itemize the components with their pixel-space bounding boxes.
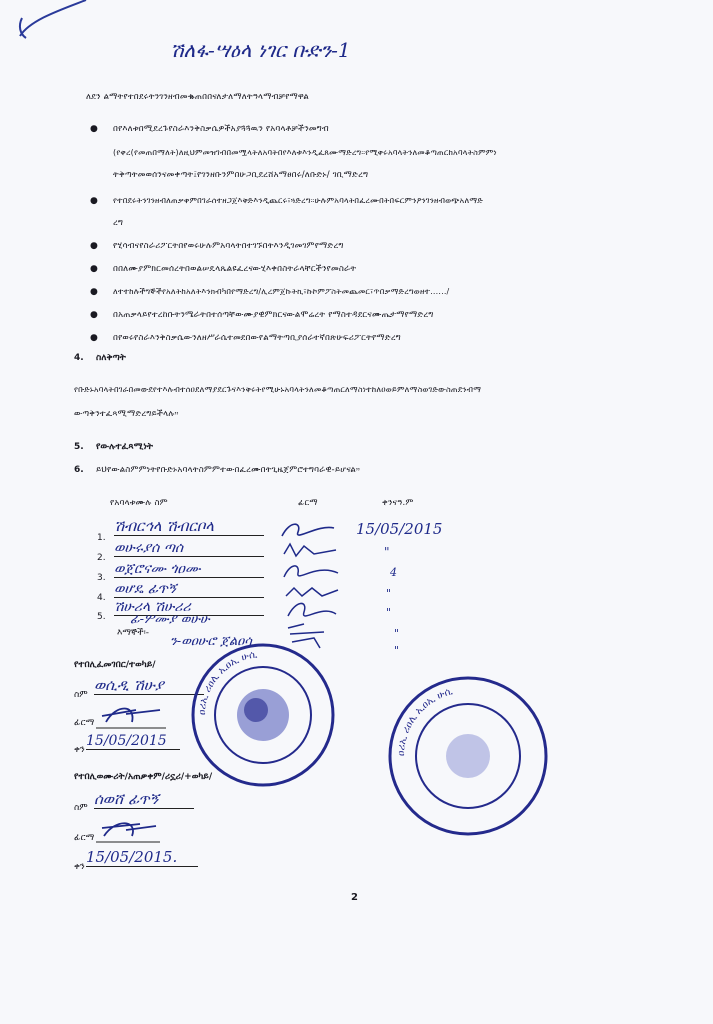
- official-stamp: [188, 640, 338, 790]
- section-text: ይህየውልስምምነትየቡድኑአባላትስምምተውበፈረሙበትጊዜጀምሮተግባራዊ-ይሆናል።: [96, 465, 361, 475]
- row-number: 1.: [97, 533, 106, 543]
- row-number: 3.: [97, 573, 106, 583]
- bullet-mark: ●: [90, 124, 98, 134]
- witness-label: እማኞች፡-: [117, 628, 150, 638]
- bullet-text: (የቀረ(የመጠበማለት)ለዚህምመዝገብበመሟላትለአባትበየእለቱእንዲፈጸሙማድረግ።የሚቀሩአባላትንለመቆጣጠርከአባላትስምምነ: [113, 148, 497, 157]
- bullet-text: ትቅጣትመወሰንናመቀጣት፤የገንዘቡንምበሁጋቢደረሸአማፀበሩ/ለቡድኑ/ ገቢማድረግ: [113, 170, 369, 180]
- row-number: 5.: [97, 612, 106, 622]
- bullet-mark: ●: [90, 310, 98, 320]
- handwritten-title: ሽለፋ-ሣዕላ ነገር ቡድን-1: [170, 38, 351, 62]
- member-name: ሽብርኅላ ሽብርቦላ: [114, 517, 264, 536]
- pen-mark: [0, 0, 90, 45]
- page-number: 2: [351, 892, 358, 903]
- signature-mark: [278, 518, 338, 540]
- column-header-signature: ፊርማ: [298, 498, 318, 508]
- section-number: 6.: [74, 465, 84, 475]
- bullet-text: ረግ: [113, 218, 124, 228]
- column-header-name: የአባላቱሙሉ ስም: [110, 498, 168, 508]
- section-title: የውሉተፈጻሚነት: [96, 442, 153, 452]
- stamp-text: ዐሪኢ ሪዐሊ ኢዐኢ ሁሲ: [395, 685, 454, 757]
- column-header-date: ቀንናዓ.ም: [382, 498, 414, 508]
- signature-label: ፊርማ: [74, 718, 95, 728]
- section-number: 5.: [74, 442, 84, 452]
- bullet-text: በአጠቃላይየተረከቡትንሜራትበተሰጣቸውሙያዊምክርናውልሞሬረት የማስተዳደርናሙጤታማየማድረግ: [113, 310, 434, 320]
- signature-mark: [96, 814, 160, 844]
- bullet-text: የተበደሩትንገንዘብለጠቃቀምበገራሰተዘጋጀእቅድእንዲጨርሩ፣ጓድረግ።ሁሉምአባላትበፈረሙበትበፍርምንዖንገንዘብወጭአለማድ: [113, 196, 483, 205]
- date-label: ቀን: [74, 745, 85, 755]
- section-title: ስለቅጣት: [96, 353, 126, 363]
- bullet-mark: ●: [90, 333, 98, 343]
- bullet-text: በበለሙያምክርመሰረትበወልሠዴላጼልዩፈረናውሂእቀበስትራላቸርችንየመስራት: [113, 264, 357, 274]
- signature-label: ፊርማ: [74, 833, 95, 843]
- signatory-date: 15/05/2015: [86, 733, 180, 750]
- signature-mark: [280, 540, 340, 560]
- member-name: ወሁሩያሰ ጣሰ: [114, 540, 264, 557]
- signatory-date: 15/05/2015.: [86, 848, 198, 867]
- date-value: ": [386, 587, 392, 600]
- date-value: ": [394, 627, 400, 640]
- date-value: ": [394, 644, 400, 657]
- bullet-mark: ●: [90, 196, 98, 206]
- section-text: የቡድኑአባላትበገራበመውደየተእሉብተሰዐደለማያደርጉናእንቅሩትየሚሁኑአባላትንለመቆጣጠርለማስነተከለዐወይምለማስወገድውስጠደንብማ: [74, 385, 482, 394]
- row-number: 4.: [97, 593, 106, 603]
- signatory-name: ወሲዲ ሽሁያ: [94, 676, 204, 695]
- witness-name: ፊ-ሦሙያ ወሁሁ: [130, 612, 210, 627]
- stamp-text: ዐሪኢ ሪዐሊ ኢዐኢ ሁሲ: [196, 649, 258, 716]
- bullet-text: የሂሳብናየስራሪፖርትበየወሩሁሉምአባላትበተገኙበትእንዲገመገምየማድረግ: [113, 241, 344, 251]
- name-label: ስም: [74, 803, 88, 813]
- member-name: ወሆዴ ፊጥኝ: [114, 581, 264, 598]
- witness-name: ን-ወዐሁሮ ጀልዐሳ: [170, 634, 252, 649]
- bullet-text: በየወሩየስራእንቅስቃሴውንለዘሥራሴተመደበውየልማትጣቢያሰራተኛበጽሁፍሪፖርትየማድረግ: [113, 333, 401, 343]
- bullet-mark: ●: [90, 241, 98, 251]
- bullet-mark: ●: [90, 287, 98, 297]
- date-value: 4: [390, 566, 397, 579]
- row-number: 2.: [97, 553, 106, 563]
- member-name: ወጀሮናሙ ጎዐሙ: [114, 561, 264, 578]
- date-value: ": [386, 606, 392, 619]
- name-label: ስም: [74, 690, 88, 700]
- member-name: ሽሁሪላ ሽሁሪሪ: [114, 599, 264, 616]
- signature-mark: [96, 700, 166, 730]
- signature-mark: [280, 561, 342, 581]
- date-value: 15/05/2015: [356, 520, 443, 538]
- date-label: ቀን: [74, 862, 85, 872]
- signature-mark: [282, 600, 342, 620]
- bullet-text: ለተተከሉችግኞችየአለትከአለትእንክብካበየማድረግ/ሊረምጀኩትኪ፣ኩኮምፖስትመጨመር፣ጥበቃማድረግወዘተ....../: [113, 287, 450, 296]
- date-value: ": [384, 545, 390, 559]
- official-stamp: [384, 672, 552, 840]
- section-text: ውጣቅንተፈጻሚማድረግይችላሉ።: [74, 409, 179, 419]
- intro-line: ለደን ልማትየተበደሩትንገንዘብመቈጠበበናለታለማለትዓላማብቻየማዋል: [86, 92, 310, 102]
- signatory-name: ሰወሸ ፊጥኝ: [94, 790, 194, 809]
- bullet-text: በየእለቱበሚደረጉየስራእንቅስቃሴዎችአያጓጓዉን የአባላቶቻችንመግብ: [113, 124, 329, 134]
- signatory-heading: የተበሊወሙሪት/አጠቃቀም/ሪኗሪ/+ወካይ/: [74, 772, 213, 782]
- section-number: 4.: [74, 353, 84, 363]
- signatory-heading: የተበሊፈመገበር/ተወካይ/: [74, 660, 156, 670]
- svg-text:ዐሪኢ ሪዐሊ ኢዐኢ ሁሲ: [396, 686, 454, 756]
- signature-mark: [282, 582, 342, 602]
- bullet-mark: ●: [90, 264, 98, 274]
